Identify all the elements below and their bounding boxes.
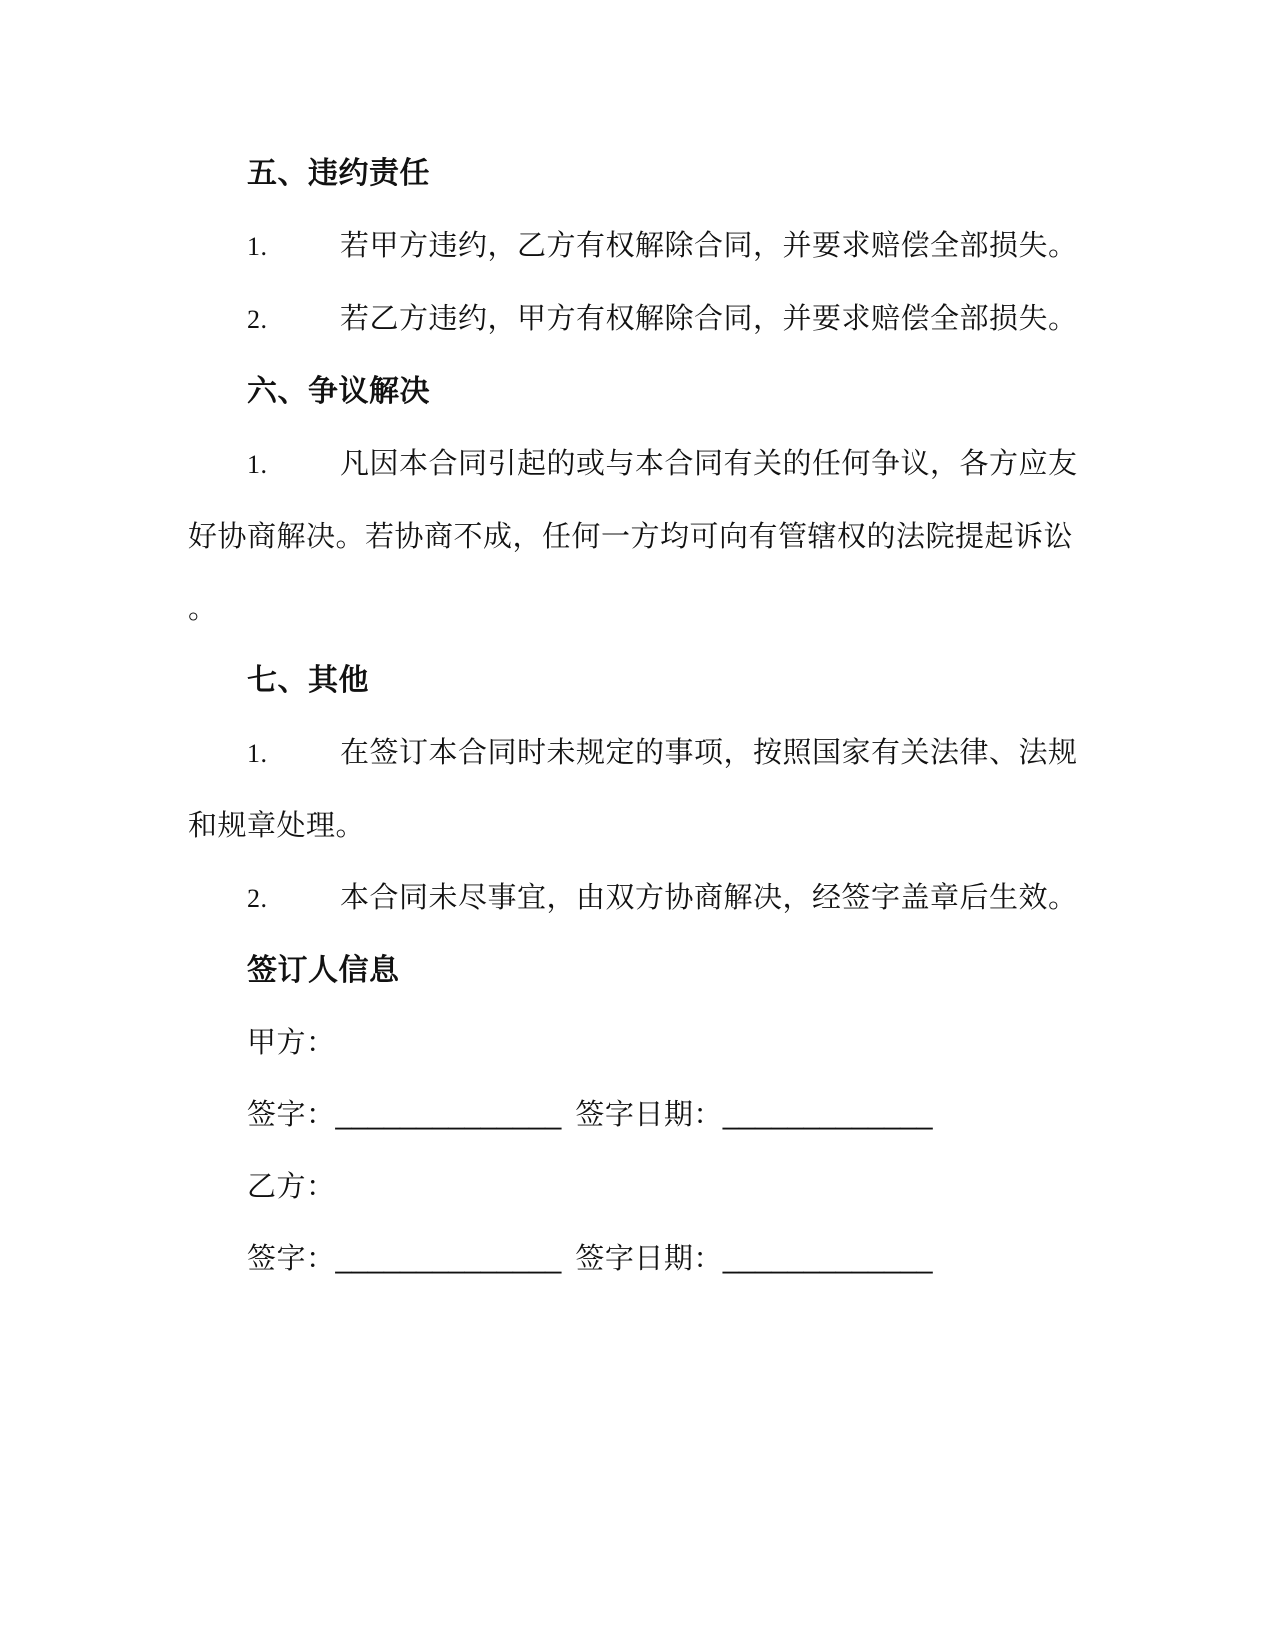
signature-date-blank-line: _____________ — [722, 1099, 933, 1131]
section-heading: 五、违约责任 — [247, 157, 430, 190]
signature-date-label: 签字日期： — [575, 1243, 723, 1275]
list-item-number: 1. — [247, 739, 268, 768]
document-content — [188, 138, 1088, 1295]
section-heading: 七、其他 — [247, 664, 369, 697]
list-item-line — [188, 862, 1088, 935]
signature-date-label: 签字日期： — [575, 1099, 723, 1131]
list-item-line — [188, 428, 1088, 501]
list-item-line — [188, 717, 1088, 790]
signature-row — [188, 1223, 1088, 1295]
paragraph-continuation-line: 。 — [188, 593, 218, 625]
list-item-text: 本合同未尽事宜，由双方协商解决，经签字盖章后生效。 — [340, 882, 1078, 914]
signature-label: 签字： — [247, 1243, 336, 1275]
list-item-line — [188, 283, 1088, 356]
list-item-number: 2. — [247, 305, 268, 334]
signature-label: 签字： — [247, 1099, 336, 1131]
list-item-number: 1. — [247, 232, 268, 261]
paragraph-continuation-line: 和规章处理。 — [188, 810, 366, 842]
party-b-label: 乙方： — [247, 1171, 336, 1203]
signature-row — [188, 1079, 1088, 1151]
list-item-number: 2. — [247, 884, 268, 913]
list-item-text: 在签订本合同时未规定的事项，按照国家有关法律、法规 — [340, 737, 1078, 769]
section-heading: 六、争议解决 — [247, 375, 430, 408]
paragraph-continuation-line: 好协商解决。若协商不成，任何一方均可向有管辖权的法院提起诉讼 — [188, 521, 1074, 553]
list-item-line — [188, 210, 1088, 283]
list-item-number: 1. — [247, 450, 268, 479]
signature-date-blank-line: _____________ — [722, 1243, 933, 1275]
list-item-text: 若乙方违约，甲方有权解除合同，并要求赔偿全部损失。 — [340, 303, 1078, 335]
party-a-label: 甲方： — [247, 1027, 336, 1059]
signature-blank-line: ______________ — [335, 1099, 562, 1131]
signing-heading: 签订人信息 — [247, 954, 400, 987]
list-item-text: 若甲方违约，乙方有权解除合同，并要求赔偿全部损失。 — [340, 230, 1078, 262]
list-item-text: 凡因本合同引起的或与本合同有关的任何争议，各方应友 — [340, 448, 1078, 480]
signature-blank-line: ______________ — [335, 1243, 562, 1275]
